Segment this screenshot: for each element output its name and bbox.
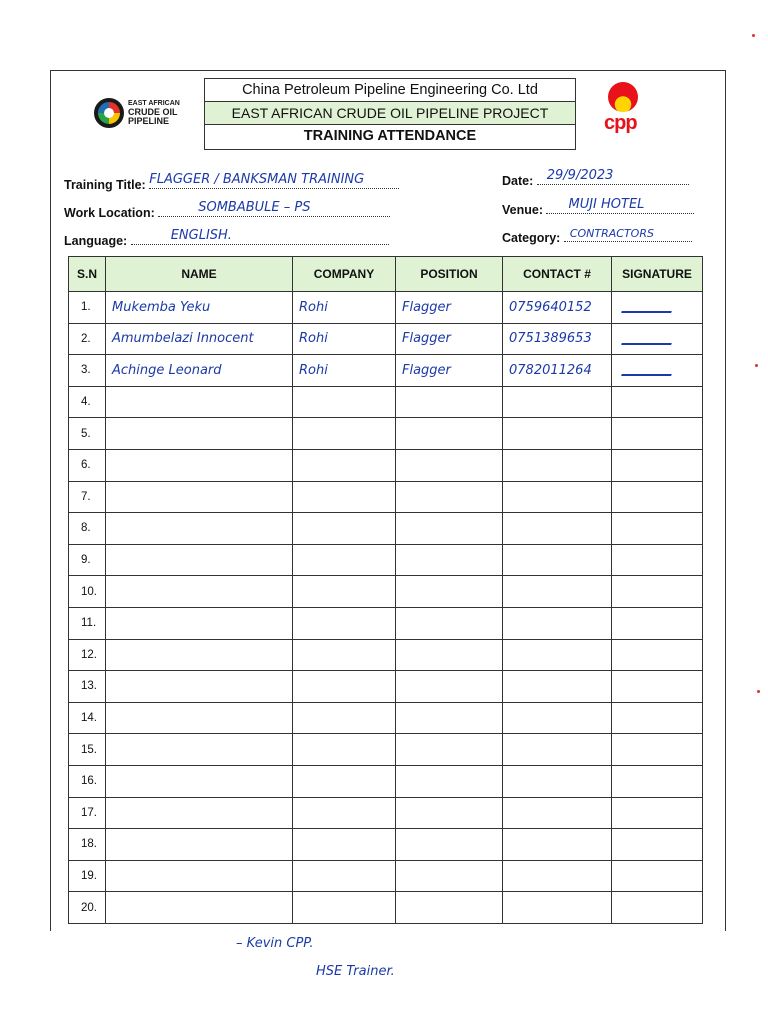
cell-signature [612, 797, 703, 829]
cell-company [293, 513, 396, 545]
table-row [69, 671, 703, 703]
cell-signature [612, 607, 703, 639]
cell-position [396, 671, 503, 703]
table-row [69, 892, 703, 924]
cell-sn: 2. [69, 323, 106, 355]
attendance-table [68, 256, 703, 924]
cell-position [396, 829, 503, 861]
date-field [502, 168, 689, 188]
cell-company [293, 639, 396, 671]
col-header-name: NAME [106, 257, 293, 292]
cell-signature [612, 386, 703, 418]
cell-signature [612, 892, 703, 924]
category-field [502, 229, 692, 245]
training-title-label: Training Title: [64, 178, 146, 192]
cell-company [293, 860, 396, 892]
cell-name: Amumbelazi Innocent [106, 323, 293, 355]
date-value: 29/9/2023 [546, 168, 614, 183]
cell-name [106, 607, 293, 639]
cell-company [293, 702, 396, 734]
cell-signature [612, 481, 703, 513]
cell-company [293, 607, 396, 639]
cell-position [396, 797, 503, 829]
cell-signature [612, 544, 703, 576]
language-label: Language: [64, 234, 128, 248]
table-row [69, 765, 703, 797]
table-row [69, 702, 703, 734]
language-field [64, 228, 389, 248]
cell-sn: 6. [69, 449, 106, 481]
cell-signature [612, 860, 703, 892]
table-row [69, 829, 703, 861]
cell-contact [503, 829, 612, 861]
cell-sn: 3. [69, 355, 106, 387]
cell-position [396, 702, 503, 734]
cell-sn: 19. [69, 860, 106, 892]
cell-position: Flagger [396, 355, 503, 387]
form-header [84, 78, 680, 148]
cpp-sun-icon [608, 82, 638, 112]
cell-contact: 0751389653 [503, 323, 612, 355]
work-location-value: SOMBABULE – PS [198, 200, 311, 215]
cell-name [106, 892, 293, 924]
cell-sn: 13. [69, 671, 106, 703]
signature-mark [621, 360, 677, 376]
cell-contact [503, 418, 612, 450]
cell-sn: 16. [69, 765, 106, 797]
table-row [69, 449, 703, 481]
cell-position: Flagger [396, 292, 503, 324]
cell-position: Flagger [396, 323, 503, 355]
cell-company [293, 765, 396, 797]
cell-contact [503, 481, 612, 513]
cell-signature [612, 734, 703, 766]
cell-company [293, 576, 396, 608]
table-row [69, 797, 703, 829]
cell-contact [503, 671, 612, 703]
cell-name [106, 544, 293, 576]
cell-signature [612, 449, 703, 481]
table-row [69, 513, 703, 545]
category-value: CONTRACTORS [569, 227, 654, 240]
cell-position [396, 576, 503, 608]
col-header-company: COMPANY [293, 257, 396, 292]
table-header-row [69, 257, 703, 292]
cell-sn: 1. [69, 292, 106, 324]
training-title-field [64, 172, 399, 192]
cell-company [293, 892, 396, 924]
cell-company [293, 418, 396, 450]
table-row [69, 386, 703, 418]
cell-contact [503, 765, 612, 797]
cell-signature [612, 639, 703, 671]
cell-sn: 11. [69, 607, 106, 639]
cell-signature [612, 418, 703, 450]
cell-position [396, 544, 503, 576]
scan-speck [755, 364, 758, 367]
cell-contact: 0782011264 [503, 355, 612, 387]
cell-sn: 8. [69, 513, 106, 545]
table-row [69, 418, 703, 450]
cell-signature [612, 829, 703, 861]
cell-company [293, 544, 396, 576]
cell-name [106, 702, 293, 734]
logo-line-3: PIPELINE [128, 116, 170, 126]
cell-signature [612, 702, 703, 734]
logo-line-1: EAST AFRICAN [128, 100, 180, 107]
scan-speck [757, 690, 760, 693]
cell-contact [503, 607, 612, 639]
cell-contact: 0759640152 [503, 292, 612, 324]
table-row [69, 323, 703, 355]
cell-name [106, 576, 293, 608]
cell-sn: 14. [69, 702, 106, 734]
scan-speck [752, 34, 755, 37]
cell-name [106, 671, 293, 703]
col-header-position: POSITION [396, 257, 503, 292]
cell-contact [503, 892, 612, 924]
cell-name [106, 765, 293, 797]
venue-value: MUJI HOTEL [568, 197, 645, 212]
cell-position [396, 481, 503, 513]
cell-position [396, 418, 503, 450]
cell-sn: 20. [69, 892, 106, 924]
venue-field [502, 197, 694, 217]
col-header-signature: SIGNATURE [612, 257, 703, 292]
cell-company [293, 829, 396, 861]
cell-sn: 18. [69, 829, 106, 861]
cell-contact [503, 702, 612, 734]
table-row [69, 292, 703, 324]
cell-sn: 15. [69, 734, 106, 766]
trainer-note [236, 930, 395, 986]
cell-contact [503, 449, 612, 481]
table-row [69, 355, 703, 387]
signature-mark [621, 329, 677, 345]
logo-line-2: CRUDE OIL [128, 107, 178, 117]
form-title: TRAINING ATTENDANCE [303, 128, 477, 144]
cell-contact [503, 576, 612, 608]
cell-name [106, 639, 293, 671]
cell-signature [612, 355, 703, 387]
table-row [69, 734, 703, 766]
signature-mark [621, 297, 677, 313]
cell-sn: 12. [69, 639, 106, 671]
cell-company [293, 671, 396, 703]
trainer-note-line-1: – Kevin CPP. [236, 936, 314, 951]
cell-company [293, 386, 396, 418]
cell-sn: 9. [69, 544, 106, 576]
col-header-contact: CONTACT # [503, 257, 612, 292]
cell-company [293, 481, 396, 513]
table-row [69, 860, 703, 892]
cell-company [293, 449, 396, 481]
cell-contact [503, 386, 612, 418]
table-row [69, 544, 703, 576]
cell-company [293, 734, 396, 766]
eacop-logo [84, 84, 194, 144]
cell-name [106, 418, 293, 450]
trainer-note-line-2: HSE Trainer. [316, 964, 395, 979]
language-value: ENGLISH. [170, 228, 232, 243]
cell-name [106, 513, 293, 545]
table-row [69, 576, 703, 608]
cell-sn: 10. [69, 576, 106, 608]
cell-contact [503, 860, 612, 892]
cell-name [106, 860, 293, 892]
cell-position [396, 607, 503, 639]
col-header-sn: S.N [69, 257, 106, 292]
venue-label: Venue: [502, 203, 543, 217]
cell-name: Mukemba Yeku [106, 292, 293, 324]
cell-position [396, 513, 503, 545]
table-row [69, 607, 703, 639]
cell-name: Achinge Leonard [106, 355, 293, 387]
cell-name [106, 734, 293, 766]
table-row [69, 481, 703, 513]
table-row [69, 639, 703, 671]
cpp-logo-text: cpp [604, 112, 637, 134]
cell-signature [612, 513, 703, 545]
cell-contact [503, 513, 612, 545]
eacop-emblem-icon [94, 98, 124, 128]
cell-signature [612, 765, 703, 797]
cell-position [396, 765, 503, 797]
cell-name [106, 481, 293, 513]
cell-position [396, 892, 503, 924]
cell-signature [612, 292, 703, 324]
category-label: Category: [502, 231, 561, 245]
cell-sn: 17. [69, 797, 106, 829]
cell-position [396, 449, 503, 481]
cell-contact [503, 797, 612, 829]
cell-position [396, 386, 503, 418]
cell-company [293, 797, 396, 829]
company-name: China Petroleum Pipeline Engineering Co. Ltd [242, 82, 538, 98]
cell-company: Rohi [293, 292, 396, 324]
cell-company: Rohi [293, 323, 396, 355]
cell-name [106, 797, 293, 829]
cell-signature [612, 576, 703, 608]
cell-company: Rohi [293, 355, 396, 387]
cpp-logo [594, 78, 664, 148]
cell-contact [503, 544, 612, 576]
cell-sn: 4. [69, 386, 106, 418]
project-name: EAST AFRICAN CRUDE OIL PIPELINE PROJECT [205, 101, 575, 125]
cell-position [396, 639, 503, 671]
work-location-field [64, 200, 390, 220]
cell-signature [612, 323, 703, 355]
header-title-box [204, 78, 576, 150]
cell-sn: 5. [69, 418, 106, 450]
cell-position [396, 860, 503, 892]
cell-sn: 7. [69, 481, 106, 513]
work-location-label: Work Location: [64, 206, 155, 220]
cell-contact [503, 639, 612, 671]
cell-name [106, 386, 293, 418]
cell-signature [612, 671, 703, 703]
cell-name [106, 829, 293, 861]
cell-contact [503, 734, 612, 766]
training-title-value: FLAGGER / BANKSMAN TRAINING [149, 172, 365, 187]
cell-name [106, 449, 293, 481]
cell-position [396, 734, 503, 766]
date-label: Date: [502, 174, 534, 188]
